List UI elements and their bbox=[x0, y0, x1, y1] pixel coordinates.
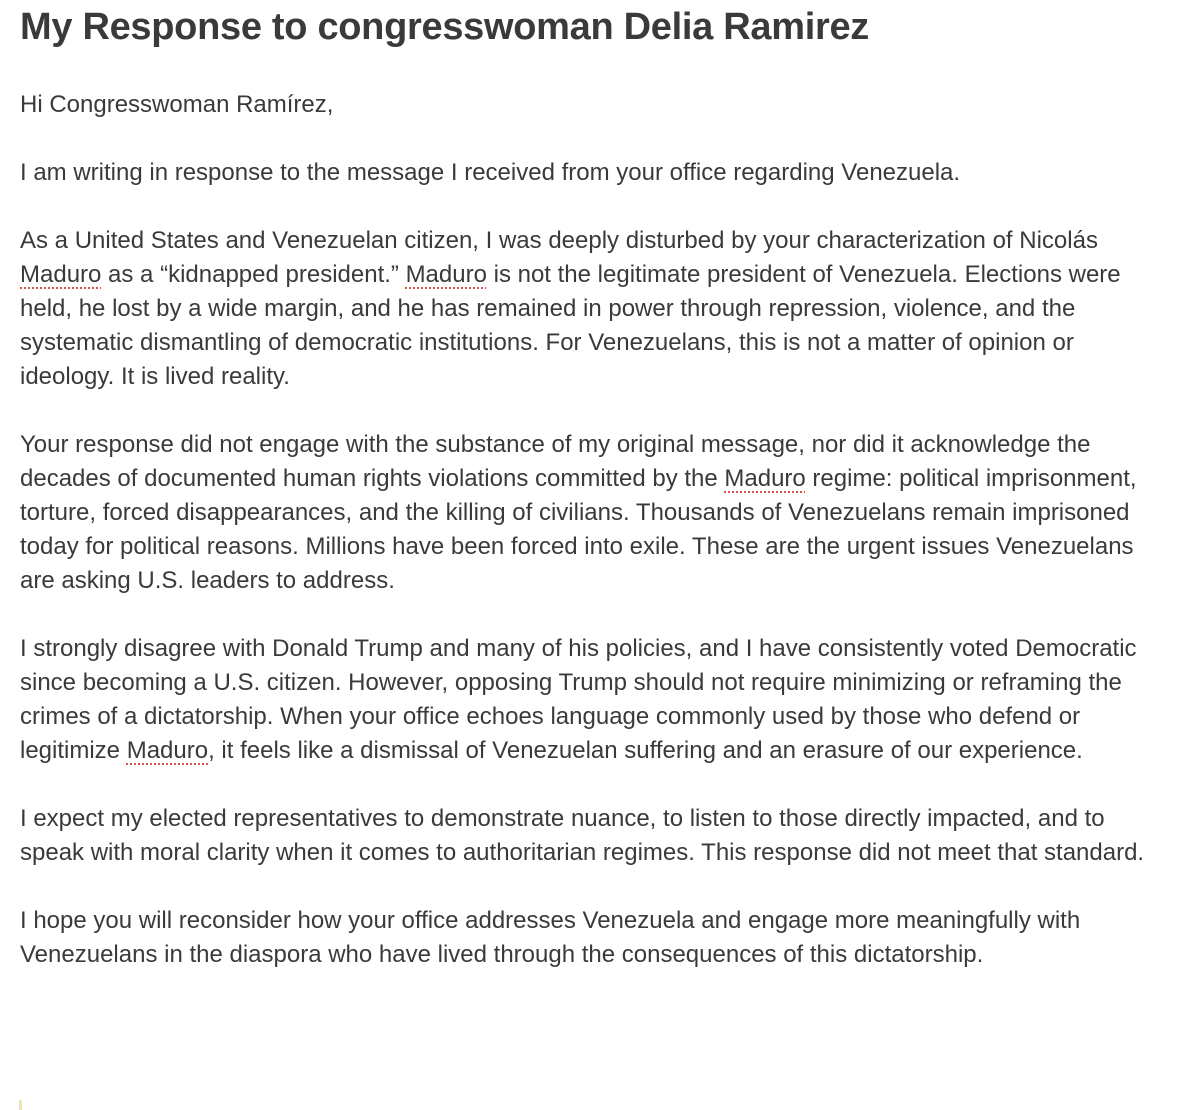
paragraph-4-text-b: , it feels like a dismissal of Venezuelan suffering and an erasure of our experience. bbox=[208, 737, 1083, 764]
misspelled-word[interactable]: Maduro bbox=[724, 465, 806, 492]
greeting-paragraph[interactable]: Hi Congresswoman Ramírez, bbox=[20, 91, 334, 118]
paragraph-3-text-a: Your response did not engage with the substance of my original message, nor did it acknowledge the decades of documented human rights violations committed by the bbox=[20, 431, 1091, 492]
paragraph-5[interactable]: I expect my elected representatives to demonstrate nuance, to listen to those directly impacted, and to speak with moral clarity when it comes to authoritarian regimes. This response did not meet that standard. bbox=[20, 805, 1145, 866]
paragraph-4-text-a: I strongly disagree with Donald Trump and many of his policies, and I have consistently voted Democratic since becoming a U.S. citizen. However, opposing Trump should not require minimizing or reframing the crimes of a dictatorship. When your office echoes language commonly used by those who defend or legitimize bbox=[20, 635, 1137, 764]
paragraph-2-text-a: As a United States and Venezuelan citizen, I was deeply disturbed by your characterization of Nicolás bbox=[20, 227, 1098, 254]
document-title[interactable]: My Response to congresswoman Delia Ramirez bbox=[20, 6, 869, 48]
paragraph-2[interactable] bbox=[20, 224, 1170, 394]
text-cursor bbox=[19, 1100, 22, 1110]
paragraph-4[interactable] bbox=[20, 632, 1170, 768]
paragraph-3[interactable] bbox=[20, 428, 1170, 598]
paragraph-3-text-b: regime: political imprisonment, torture, forced disappearances, and the killing of civilians. Thousands of Venezuelans remain imprisoned today for political reasons. Millions have been forced into exile. These are the urgent issues Venezuelans are asking U.S. leaders to address. bbox=[20, 465, 1137, 594]
misspelled-word[interactable]: Maduro bbox=[405, 261, 487, 288]
misspelled-word[interactable]: Maduro bbox=[126, 737, 209, 764]
misspelled-word[interactable]: Maduro bbox=[20, 261, 102, 288]
document-body[interactable] bbox=[20, 0, 1170, 972]
paragraph-1[interactable]: I am writing in response to the message I received from your office regarding Venezuela. bbox=[20, 159, 961, 186]
paragraph-6[interactable]: I hope you will reconsider how your office addresses Venezuela and engage more meaningfully with Venezuelans in the diaspora who have lived through the consequences of this dictatorship. bbox=[20, 907, 1081, 968]
paragraph-2-text-b: as a “kidnapped president.” bbox=[101, 261, 406, 288]
paragraph-2-text-c: is not the legitimate president of Venezuela. Elections were held, he lost by a wide margin, and he has remained in power through repression, violence, and the systematic dismantling of democratic institutions. For Venezuelans, this is not a matter of opinion or ideology. It is lived reality. bbox=[20, 261, 1121, 390]
